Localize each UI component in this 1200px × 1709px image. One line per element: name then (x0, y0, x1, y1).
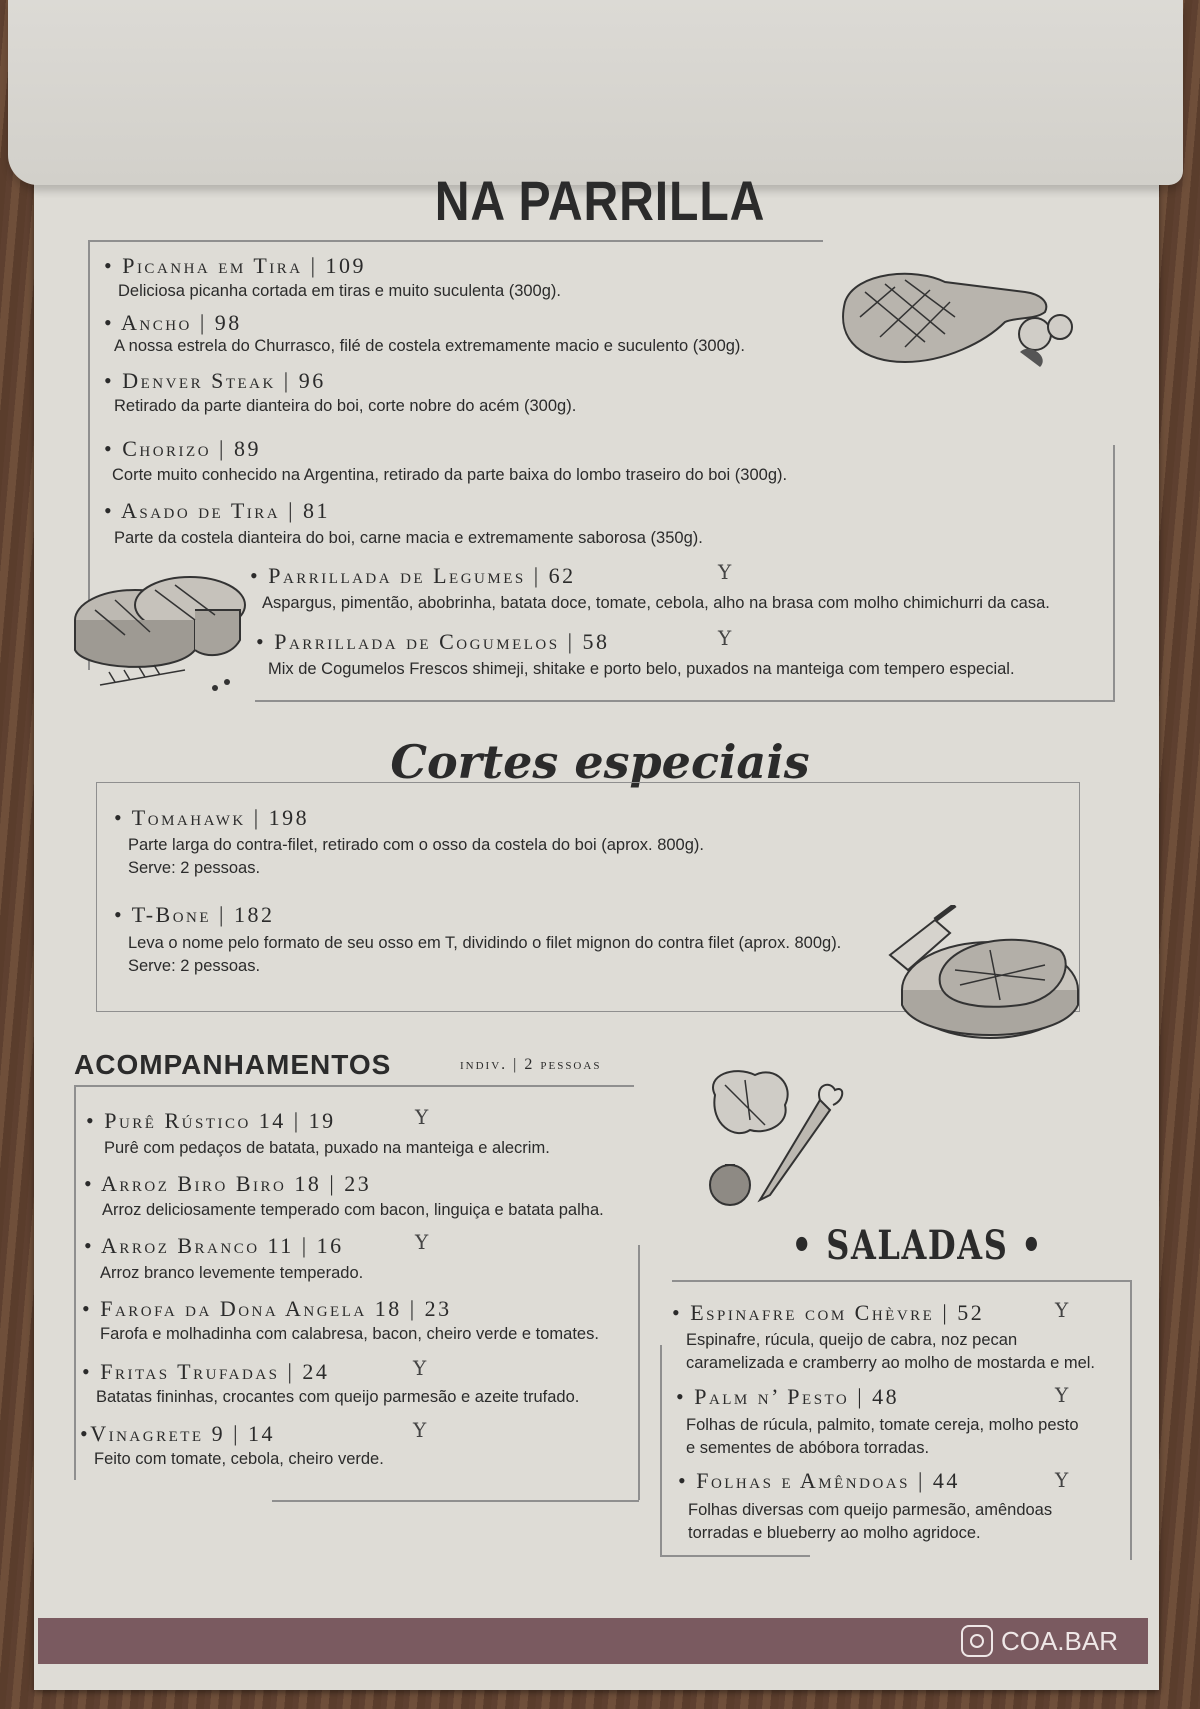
menu-item-serves: Serve: 2 pessoas. (128, 859, 261, 877)
menu-item-name: • Denver Steak | 96 (104, 368, 326, 393)
grilled-steaks-illustration-icon (65, 570, 255, 705)
menu-item-name: • Farofa da Dona Angela 18 | 23 (82, 1296, 452, 1321)
menu-item-name: • Tomahawk | 198 (114, 805, 310, 830)
menu-item-name: • Palm n’ Pesto | 48 (676, 1384, 900, 1409)
vegetarian-icon: Y (718, 626, 732, 650)
vegetarian-icon: Y (415, 1230, 429, 1254)
menu-item-desc: Deliciosa picanha cortada em tiras e muito suculenta (300g). (118, 282, 561, 300)
instagram-handle[interactable] (961, 1624, 1118, 1658)
menu-item-desc: Leva o nome pelo formato de seu osso em T, dividindo o filet mignon do contra filet (aprox. 800g). (128, 934, 842, 952)
menu-item-name: •Vinagrete 9 | 14 (80, 1421, 275, 1446)
divider (255, 700, 1115, 702)
menu-item-name: • Espinafre com Chèvre | 52 (672, 1300, 985, 1325)
steak-illustration-icon (835, 262, 1095, 372)
menu-item-desc: torradas e blueberry ao molho agridoce. (688, 1524, 981, 1542)
menu-item-name: • Fritas Trufadas | 24 (82, 1359, 330, 1384)
menu-item-desc: Parte larga do contra-filet, retirado com o osso da costela do boi (aprox. 800g). (128, 836, 704, 854)
menu-item-name: • Chorizo | 89 (104, 436, 261, 461)
menu-item-desc: A nossa estrela do Churrasco, filé de costela extremamente macio e suculento (300g). (114, 337, 745, 355)
menu-item-desc: Batatas fininhas, crocantes com queijo parmesão e azeite trufado. (96, 1388, 580, 1406)
menu-item-name: • Purê Rústico 14 | 19 (86, 1108, 336, 1133)
instagram-icon (961, 1625, 993, 1657)
vegetarian-icon: Y (1055, 1383, 1069, 1407)
page-title: NA PARRILLA (434, 169, 766, 232)
frame-left (660, 1345, 662, 1555)
frame-right (1130, 1280, 1132, 1560)
divider (74, 1085, 634, 1087)
vegetarian-icon: Y (718, 560, 732, 584)
menu-item-desc: Folhas de rúcula, palmito, tomate cereja, molho pesto (686, 1416, 1079, 1434)
vegetables-illustration-icon (695, 1065, 845, 1215)
divider (88, 240, 823, 242)
menu-item-name: • Picanha em Tira | 109 (104, 253, 367, 278)
menu-item-desc: e sementes de abóbora torradas. (686, 1439, 930, 1457)
menu-item-desc: Purê com pedaços de batata, puxado na manteiga e alecrim. (104, 1139, 550, 1157)
vegetarian-icon: Y (415, 1105, 429, 1129)
menu-item-desc: Corte muito conhecido na Argentina, retirado da parte baixa do lombo traseiro do boi (300g). (112, 466, 788, 484)
menu-item-desc: Arroz deliciosamente temperado com bacon, linguiça e batata palha. (102, 1201, 604, 1219)
frame-left (74, 1085, 76, 1480)
instagram-handle-text: COA.BAR (1000, 1625, 1118, 1656)
menu-item-serves: Serve: 2 pessoas. (128, 957, 261, 975)
menu-item-desc: Retirado da parte dianteira do boi, corte nobre do acém (300g). (114, 397, 577, 415)
menu-item-desc: Folhas diversas com queijo parmesão, amêndoas (688, 1501, 1053, 1519)
footer-bar (38, 1618, 1148, 1664)
frame-right (1113, 445, 1115, 700)
menu-item-name: • T-Bone | 182 (114, 902, 275, 927)
divider (272, 1500, 639, 1502)
menu-item-name: • Ancho | 98 (104, 310, 242, 335)
divider (660, 1555, 810, 1557)
menu-item-desc: Feito com tomate, cebola, cheiro verde. (94, 1450, 384, 1468)
menu-item-name: • Arroz Branco 11 | 16 (84, 1233, 344, 1258)
section-title-saladas: • SALADAS • (791, 1222, 1044, 1269)
tbone-board-illustration-icon (880, 905, 1080, 1055)
menu-item-desc: Parte da costela dianteira do boi, carne macia e extremamente saborosa (350g). (114, 529, 703, 547)
menu-item-name: • Folhas e Amêndoas | 44 (678, 1468, 960, 1493)
menu-item-desc: Farofa e molhadinha com calabresa, bacon, cheiro verde e tomates. (100, 1325, 599, 1343)
folded-page-flap (8, 0, 1183, 185)
vegetarian-icon: Y (413, 1418, 427, 1442)
menu-item-desc: Arroz branco levemente temperado. (100, 1264, 364, 1282)
vegetarian-icon: Y (1055, 1468, 1069, 1492)
menu-item-desc: caramelizada e cramberry ao molho de mostarda e mel. (686, 1354, 1096, 1372)
price-columns-label: indiv. | 2 pessoas (460, 1056, 602, 1073)
menu-item-desc: Mix de Cogumelos Frescos shimeji, shitake e porto belo, puxados na manteiga com tempero especial. (268, 660, 1015, 678)
section-title-cortes: Cortes especiais (390, 735, 810, 789)
menu-item-desc: Espinafre, rúcula, queijo de cabra, noz pecan (686, 1331, 1018, 1349)
menu-item-name: • Asado de Tira | 81 (104, 498, 330, 523)
section-title-acompanhamentos: ACOMPANHAMENTOS (74, 1049, 392, 1080)
menu-item-name: • Parrillada de Legumes | 62 (250, 563, 576, 588)
divider (672, 1280, 1132, 1282)
frame-right (638, 1245, 640, 1500)
menu-item-name: • Arroz Biro Biro 18 | 23 (84, 1171, 372, 1196)
menu-item-desc: Aspargus, pimentão, abobrinha, batata doce, tomate, cebola, alho na brasa com molho chimichurri da casa. (262, 594, 1050, 612)
menu-item-name: • Parrillada de Cogumelos | 58 (256, 629, 610, 654)
vegetarian-icon: Y (1055, 1298, 1069, 1322)
vegetarian-icon: Y (413, 1356, 427, 1380)
